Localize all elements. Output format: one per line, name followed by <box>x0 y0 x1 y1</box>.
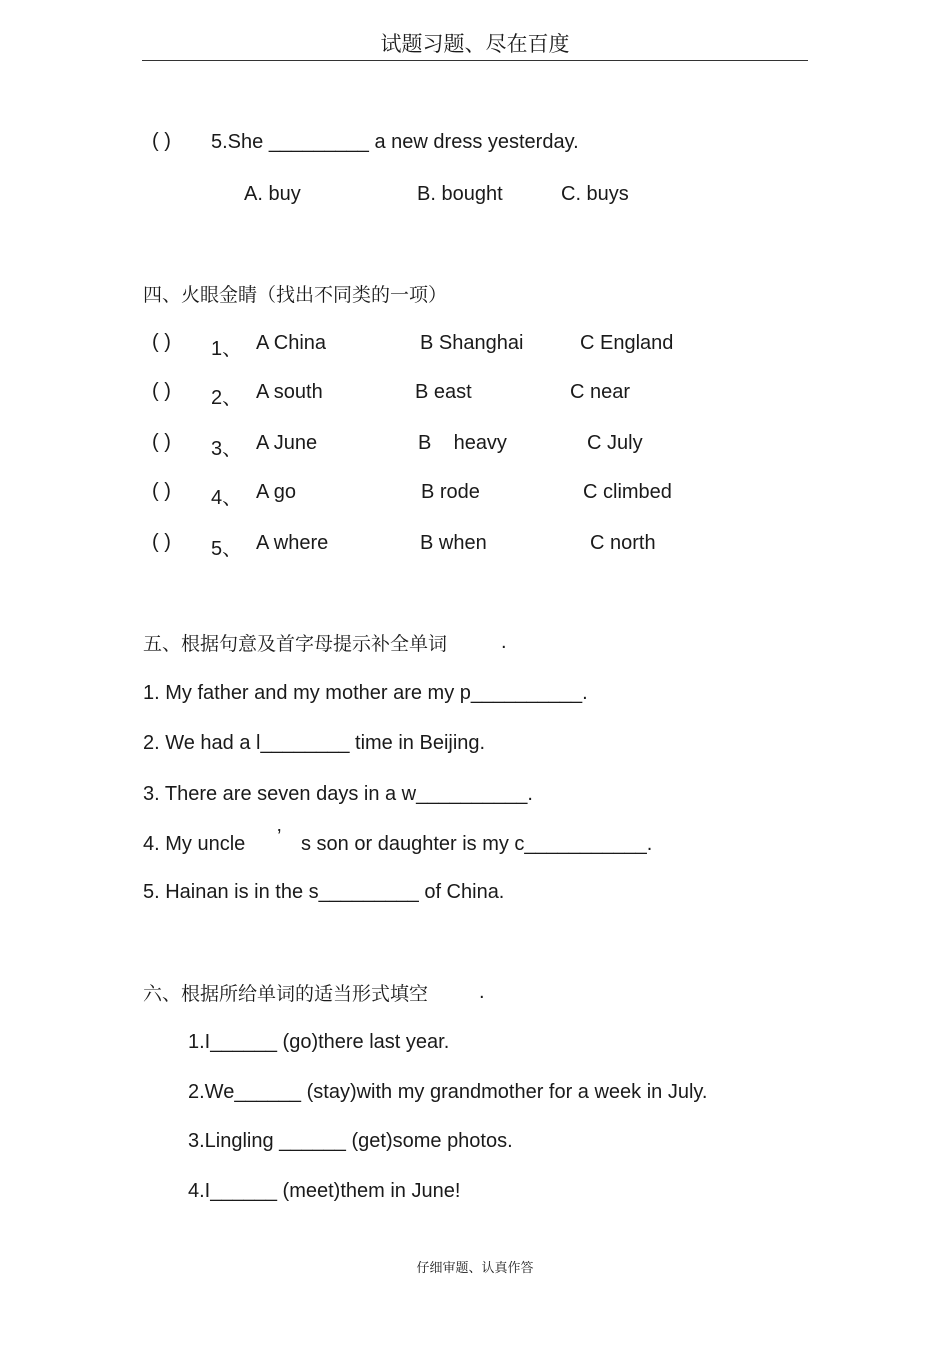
question-stem: 5.She _________ a new dress yesterday. <box>211 131 579 153</box>
option-a: A. buy <box>244 183 301 205</box>
section-title: 四、火眼金睛（找出不同类的一项） <box>143 284 448 306</box>
option-b: B heavy <box>418 432 507 454</box>
option-a: A China <box>256 332 327 354</box>
option-c: C climbed <box>583 481 672 503</box>
page-header: 试题习题、尽在百度 <box>380 32 570 56</box>
fill-item: 4. My uncle <box>143 833 246 855</box>
item-number: 5、 <box>211 538 243 560</box>
option-c: C England <box>580 332 674 354</box>
option-c: C July <box>587 432 643 454</box>
option-c: C north <box>590 532 656 554</box>
answer-paren: ( ) <box>152 431 171 453</box>
option-c: C near <box>570 381 631 403</box>
section-title: 六、根据所给单词的适当形式填空 <box>143 983 429 1005</box>
answer-paren: ( ) <box>152 480 171 502</box>
apostrophe-mark: ’ <box>277 826 282 848</box>
fill-item: 2. We had a l________ time in Beijing. <box>143 732 486 754</box>
answer-paren: ( ) <box>152 531 171 553</box>
answer-paren: ( ) <box>152 331 171 353</box>
option-b: B rode <box>421 481 480 503</box>
section-title-dot: . <box>479 981 485 1003</box>
header-rule <box>142 60 808 61</box>
page-footer: 仔细审题、认真作答 <box>416 1261 534 1276</box>
answer-paren: ( ) <box>152 380 171 402</box>
option-b: B east <box>415 381 472 403</box>
option-b: B when <box>420 532 487 554</box>
fill-item: 3.Lingling ______ (get)some photos. <box>188 1130 513 1152</box>
option-c: C. buys <box>561 183 629 205</box>
item-number: 1、 <box>211 338 243 360</box>
section-title: 五、根据句意及首字母提示补全单词 <box>143 633 448 655</box>
fill-item: 1. My father and my mother are my p__________. <box>143 682 588 704</box>
option-a: A go <box>256 481 297 503</box>
fill-item: 2.We______ (stay)with my grandmother for a week in July. <box>188 1081 708 1103</box>
section-title-dot: . <box>501 631 507 653</box>
option-b: B. bought <box>417 183 503 205</box>
option-a: A June <box>256 432 318 454</box>
fill-item-continuation: s son or daughter is my c___________. <box>301 833 653 855</box>
option-b: B Shanghai <box>420 332 524 354</box>
option-a: A where <box>256 532 329 554</box>
fill-item: 3. There are seven days in a w__________. <box>143 783 533 805</box>
item-number: 2、 <box>211 387 243 409</box>
fill-item: 5. Hainan is in the s_________ of China. <box>143 881 505 903</box>
fill-item: 4.I______ (meet)them in June! <box>188 1180 461 1202</box>
fill-item: 1.I______ (go)there last year. <box>188 1031 450 1053</box>
item-number: 3、 <box>211 438 243 460</box>
option-a: A south <box>256 381 323 403</box>
item-number: 4、 <box>211 487 243 509</box>
answer-paren: ( ) <box>152 130 171 152</box>
